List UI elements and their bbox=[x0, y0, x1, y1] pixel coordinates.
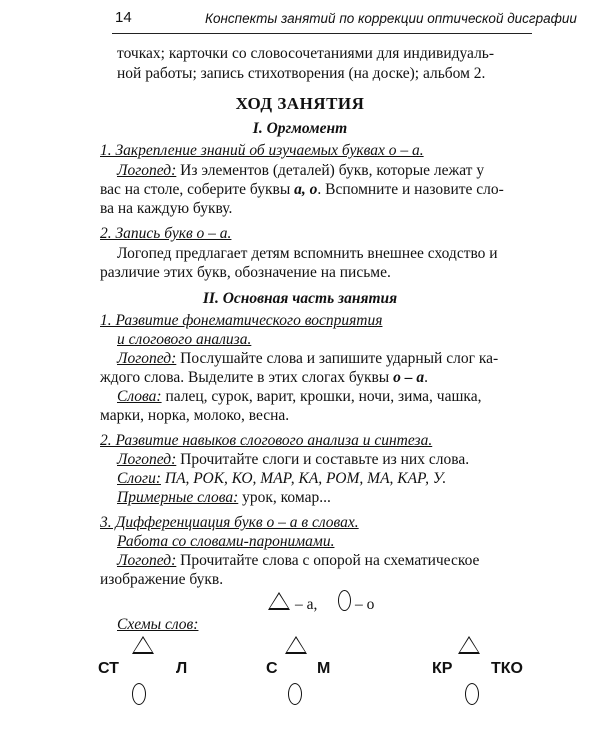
circle-icon bbox=[132, 683, 146, 705]
circle-icon bbox=[465, 683, 479, 705]
section-2-item-3-title-line-1: 3. Дифференциация букв о – а в словах. bbox=[100, 514, 359, 531]
section-1-item-2-title: 2. Запись букв о – а. bbox=[100, 225, 232, 242]
words-line-1: Слова: палец, сурок, варит, крошки, ночи, зима, чашка, bbox=[117, 388, 482, 405]
legend-circle-text: – о bbox=[355, 596, 375, 613]
examples-label: Примерные слова: bbox=[117, 489, 239, 506]
section-2-item-2-line-1: Логопед: Прочитайте слоги и составьте из них слова. bbox=[117, 451, 470, 468]
running-title: Конспекты занятий по коррекции оптической дисграфии bbox=[205, 11, 577, 26]
triangle-icon bbox=[268, 592, 290, 610]
scheme-1-left: СТ bbox=[98, 660, 119, 677]
section-1-item-1-line-2: вас на столе, соберите буквы а, о. Вспомните и назовите сло- bbox=[100, 181, 504, 198]
section-2-item-1-line-1: Логопед: Послушайте слова и запишите ударный слог ка- bbox=[117, 350, 499, 367]
scheme-3-right: ТКО bbox=[491, 660, 523, 677]
section-2-item-1-line-2: ждого слова. Выделите в этих слогах буквы о – а. bbox=[100, 369, 428, 386]
scheme-2-right: М bbox=[317, 660, 331, 677]
section-2-item-2-title: 2. Развитие навыков слогового анализа и синтеза. bbox=[100, 432, 433, 449]
circle-icon bbox=[288, 683, 302, 705]
schemes-label: Схемы слов: bbox=[117, 616, 199, 633]
section-2-title: II. Основная часть занятия bbox=[202, 290, 398, 307]
circle-icon bbox=[338, 590, 351, 611]
words-label: Слова: bbox=[117, 388, 162, 405]
legend-triangle-text: – а, bbox=[295, 596, 318, 613]
section-1-item-1-line-3: ва на каждую букву. bbox=[100, 200, 233, 217]
speaker-label: Логопед: bbox=[117, 552, 177, 569]
section-1-item-1-line-1: Логопед: Из элементов (деталей) букв, которые лежат у bbox=[117, 162, 485, 179]
section-1-title: I. Оргмомент bbox=[252, 120, 348, 137]
section-2-item-1-title-line-2: и слогового анализа. bbox=[117, 331, 252, 348]
intro-line-1: точках; карточки со словосочетаниями для индивидуаль- bbox=[117, 45, 495, 62]
intro-line-2: ной работы; запись стихотворения (на доске); альбом 2. bbox=[117, 65, 486, 82]
triangle-icon bbox=[285, 636, 307, 654]
header-rule bbox=[112, 33, 532, 34]
scheme-1-right: Л bbox=[176, 660, 188, 677]
section-2-item-3-title-line-2: Работа со словами-паронимами. bbox=[117, 533, 335, 550]
words-line-2: марки, норка, молоко, весна. bbox=[100, 407, 290, 424]
section-1-item-2-line-2: различие этих букв, обозначение на письме. bbox=[100, 264, 391, 281]
page-number: 14 bbox=[115, 9, 132, 26]
main-heading: ХОД ЗАНЯТИЯ bbox=[235, 94, 365, 113]
section-2-item-3-line-1: Логопед: Прочитайте слова с опорой на схематическое bbox=[117, 552, 480, 569]
syllables-line: Слоги: ПА, РОК, КО, МАР, КА, РОМ, МА, КАР, У. bbox=[117, 470, 447, 487]
section-2-item-1-title-line-1: 1. Развитие фонематического восприятия bbox=[100, 312, 383, 329]
syllables-label: Слоги: bbox=[117, 470, 161, 487]
scheme-2-left: С bbox=[266, 660, 278, 677]
section-1-item-2-line-1: Логопед предлагает детям вспомнить внешнее сходство и bbox=[117, 245, 498, 262]
speaker-label: Логопед: bbox=[117, 451, 177, 468]
section-1-item-1-title: 1. Закрепление знаний об изучаемых буквах о – а. bbox=[100, 142, 424, 159]
examples-line: Примерные слова: урок, комар... bbox=[117, 489, 331, 506]
triangle-icon bbox=[458, 636, 480, 654]
speaker-label: Логопед: bbox=[117, 162, 177, 179]
section-2-item-3-line-2: изображение букв. bbox=[100, 571, 224, 588]
scheme-3-left: КР bbox=[432, 660, 453, 677]
speaker-label: Логопед: bbox=[117, 350, 177, 367]
triangle-icon bbox=[132, 636, 154, 654]
